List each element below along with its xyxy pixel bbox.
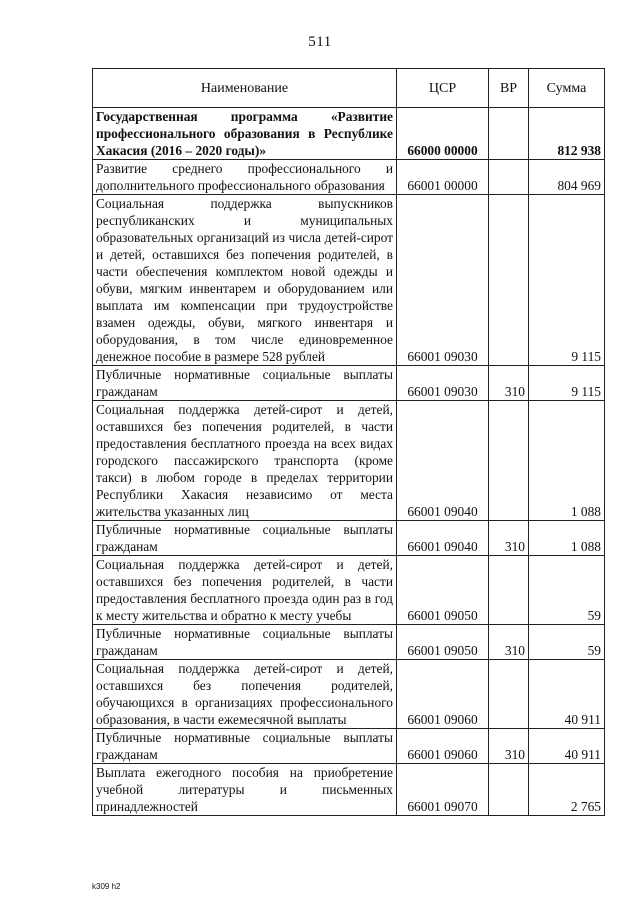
header-name: Наименование [93,69,397,108]
row-vr [489,401,529,521]
row-sum: 1 088 [529,521,605,556]
row-csr: 66001 09050 [397,625,489,660]
row-sum: 59 [529,625,605,660]
row-sum: 812 938 [529,108,605,160]
row-name: Выплата ежегодного пособия на приобретение учебной литературы и письменных принадлежностей [93,764,397,816]
row-name: Государственная программа «Развитие профессионального образования в Республике Хакасия (2016 – 2020 годы)» [93,108,397,160]
row-csr: 66001 09060 [397,660,489,729]
row-vr: 310 [489,521,529,556]
row-csr: 66001 00000 [397,160,489,195]
row-sum: 1 088 [529,401,605,521]
row-name: Социальная поддержка выпускников республиканских и муниципальных образовательных организаций из числа детей-сирот и детей, оставшихся без попечения родителей, в части обеспечения комплектом новой одежды и обуви, мягким инвентарем и оборудованием или выплата им компенсации при трудоустройстве взамен одежды, обуви, мягкого инвентаря и оборудования, в том числе единовременное денежное пособие в размере 528 рублей [93,195,397,366]
table-row [93,366,605,401]
row-vr [489,764,529,816]
row-sum: 40 911 [529,660,605,729]
row-csr: 66001 09040 [397,401,489,521]
row-sum: 9 115 [529,195,605,366]
table-row [93,764,605,816]
row-vr [489,556,529,625]
table-row [93,521,605,556]
row-name: Публичные нормативные социальные выплаты гражданам [93,729,397,764]
row-vr: 310 [489,366,529,401]
table-row [93,556,605,625]
row-csr: 66001 09030 [397,195,489,366]
row-csr: 66001 09040 [397,521,489,556]
row-csr: 66001 09030 [397,366,489,401]
budget-table [92,68,605,816]
footer-code: k309 h2 [92,882,121,891]
row-vr [489,195,529,366]
row-name: Социальная поддержка детей-сирот и детей, оставшихся без попечения родителей, в части предоставления бесплатного проезда один раз в год к месту жительства и обратно к месту учебы [93,556,397,625]
row-vr [489,108,529,160]
table-row [93,729,605,764]
row-csr: 66001 09070 [397,764,489,816]
row-csr: 66001 09060 [397,729,489,764]
table-row [93,160,605,195]
table-row [93,195,605,366]
row-csr: 66001 09050 [397,556,489,625]
row-name: Социальная поддержка детей-сирот и детей, оставшихся без попечения родителей, обучающихся в организациях профессионального образования, в части ежемесячной выплаты [93,660,397,729]
row-sum: 804 969 [529,160,605,195]
row-name: Социальная поддержка детей-сирот и детей, оставшихся без попечения родителей, в части предоставления бесплатного проезда на всех видах городского пассажирского транспорта (кроме такси) в любом городе в пределах территории Республики Хакасия независимо от места жительства указанных лиц [93,401,397,521]
header-csr: ЦСР [397,69,489,108]
row-sum: 59 [529,556,605,625]
row-sum: 2 765 [529,764,605,816]
table-row [93,108,605,160]
row-name: Развитие среднего профессионального и дополнительного профессионального образования [93,160,397,195]
header-sum: Сумма [529,69,605,108]
table-row [93,660,605,729]
row-vr [489,160,529,195]
header-vr: ВР [489,69,529,108]
row-name: Публичные нормативные социальные выплаты гражданам [93,521,397,556]
row-name: Публичные нормативные социальные выплаты гражданам [93,366,397,401]
row-name: Публичные нормативные социальные выплаты гражданам [93,625,397,660]
row-csr: 66000 00000 [397,108,489,160]
table-row [93,625,605,660]
row-vr: 310 [489,625,529,660]
table-header-row [93,69,605,108]
row-vr [489,660,529,729]
row-sum: 9 115 [529,366,605,401]
row-vr: 310 [489,729,529,764]
row-sum: 40 911 [529,729,605,764]
page-number: 511 [308,34,332,50]
table-row [93,401,605,521]
